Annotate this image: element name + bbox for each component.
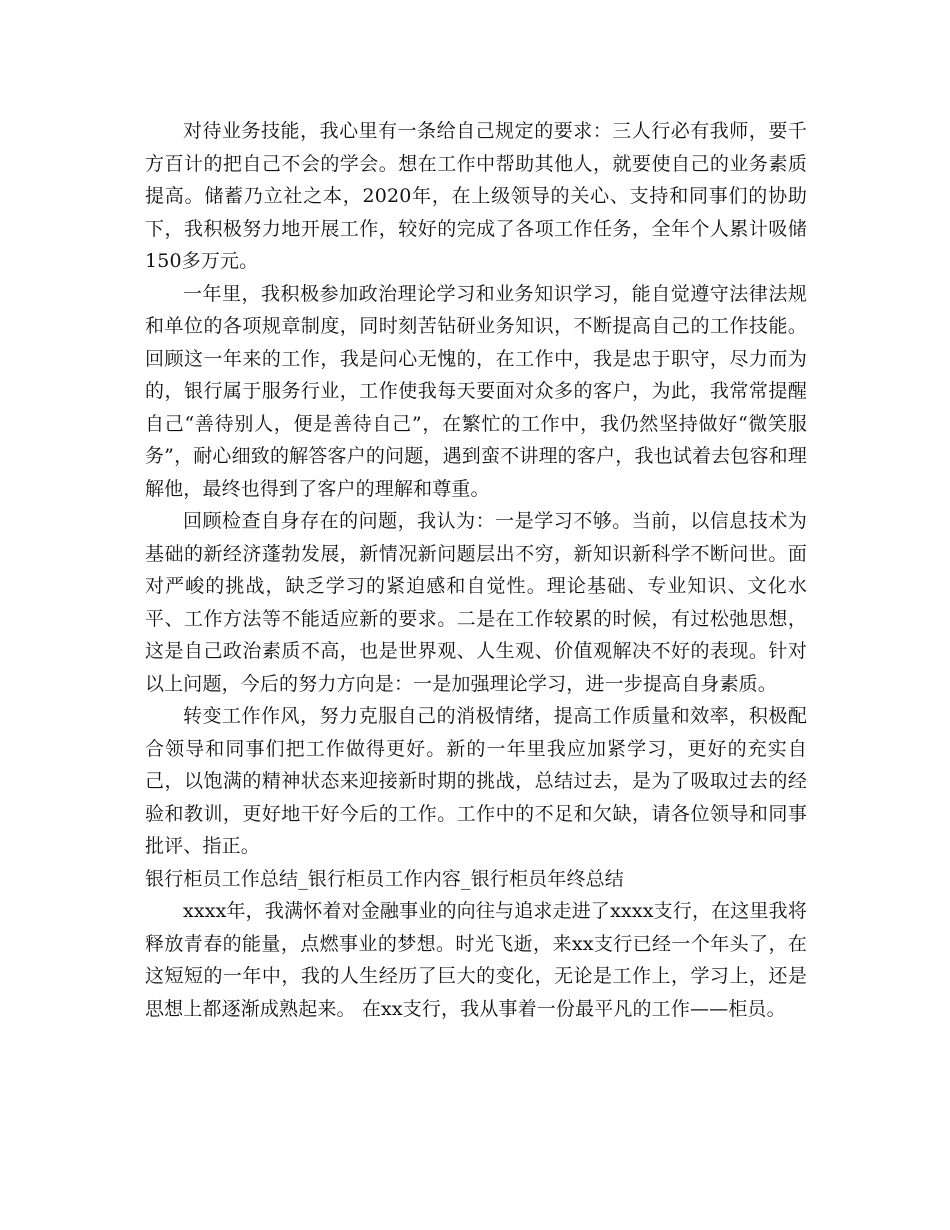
paragraph-teller-intro: xxxx年，我满怀着对金融事业的向往与追求走进了xxxx支行，在这里我将释放青春的能量，点燃事业的梦想。时光飞逝，来xx支行已经一个年头了，在这短短的一年中，我的人生经历了巨大的变化，无论是工作上，学习上，还是思想上都逐渐成熟起来。 在xx支行，我从事着一份最平凡的工作——柜员。 [145, 900, 807, 1020]
paragraph-business-skills: 对待业务技能，我心里有一条给自己规定的要求：三人行必有我师，要千方百计的把自己不会的学会。想在工作中帮助其他人，就要使自己的业务素质提高。储蓄乃立社之本，2020年，在上级领导的关心、支持和同事们的协助下，我积极努力地开展工作，较好的完成了各项工作任务，全年个人累计吸储150多万元。 [145, 120, 807, 272]
document-body [145, 115, 807, 1025]
section-title: 银行柜员工作总结_银行柜员工作内容_银行柜员年终总结 [145, 867, 624, 890]
paragraph-self-problems: 回顾检查自身存在的问题，我认为：一是学习不够。当前，以信息技术为基础的新经济蓬勃发展，新情况新问题层出不穷，新知识新科学不断问世。面对严峻的挑战，缺乏学习的紧迫感和自觉性。理论基础、专业知识、文化水平、工作方法等不能适应新的要求。二是在工作较累的时候，有过松弛思想，这是自己政治素质不高，也是世界观、人生观、价值观解决不好的表现。针对以上问题，今后的努力方向是：一是加强理论学习，进一步提高自身素质。 [145, 510, 807, 695]
paragraph-year-review: 一年里，我积极参加政治理论学习和业务知识学习，能自觉遵守法律法规和单位的各项规章制度，同时刻苦钻研业务知识，不断提高自己的工作技能。回顾这一年来的工作，我是问心无愧的，在工作中，我是忠于职守，尽力而为的，银行属于服务行业，工作使我每天要面对众多的客户，为此，我常常提醒自己“善待别人，便是善待自己”，在繁忙的工作中，我仍然坚持做好“微笑服务”，耐心细致的解答客户的问题，遇到蛮不讲理的客户，我也试着去包容和理解他，最终也得到了客户的理解和尊重。 [145, 282, 807, 500]
paragraph-work-style: 转变工作作风，努力克服自己的消极情绪，提高工作质量和效率，积极配合领导和同事们把工作做得更好。新的一年里我应加紧学习，更好的充实自己，以饱满的精神状态来迎接新时期的挑战，总结过去，是为了吸取过去的经验和教训，更好地干好今后的工作。工作中的不足和欠缺，请各位领导和同事批评、指正。 [145, 705, 807, 857]
